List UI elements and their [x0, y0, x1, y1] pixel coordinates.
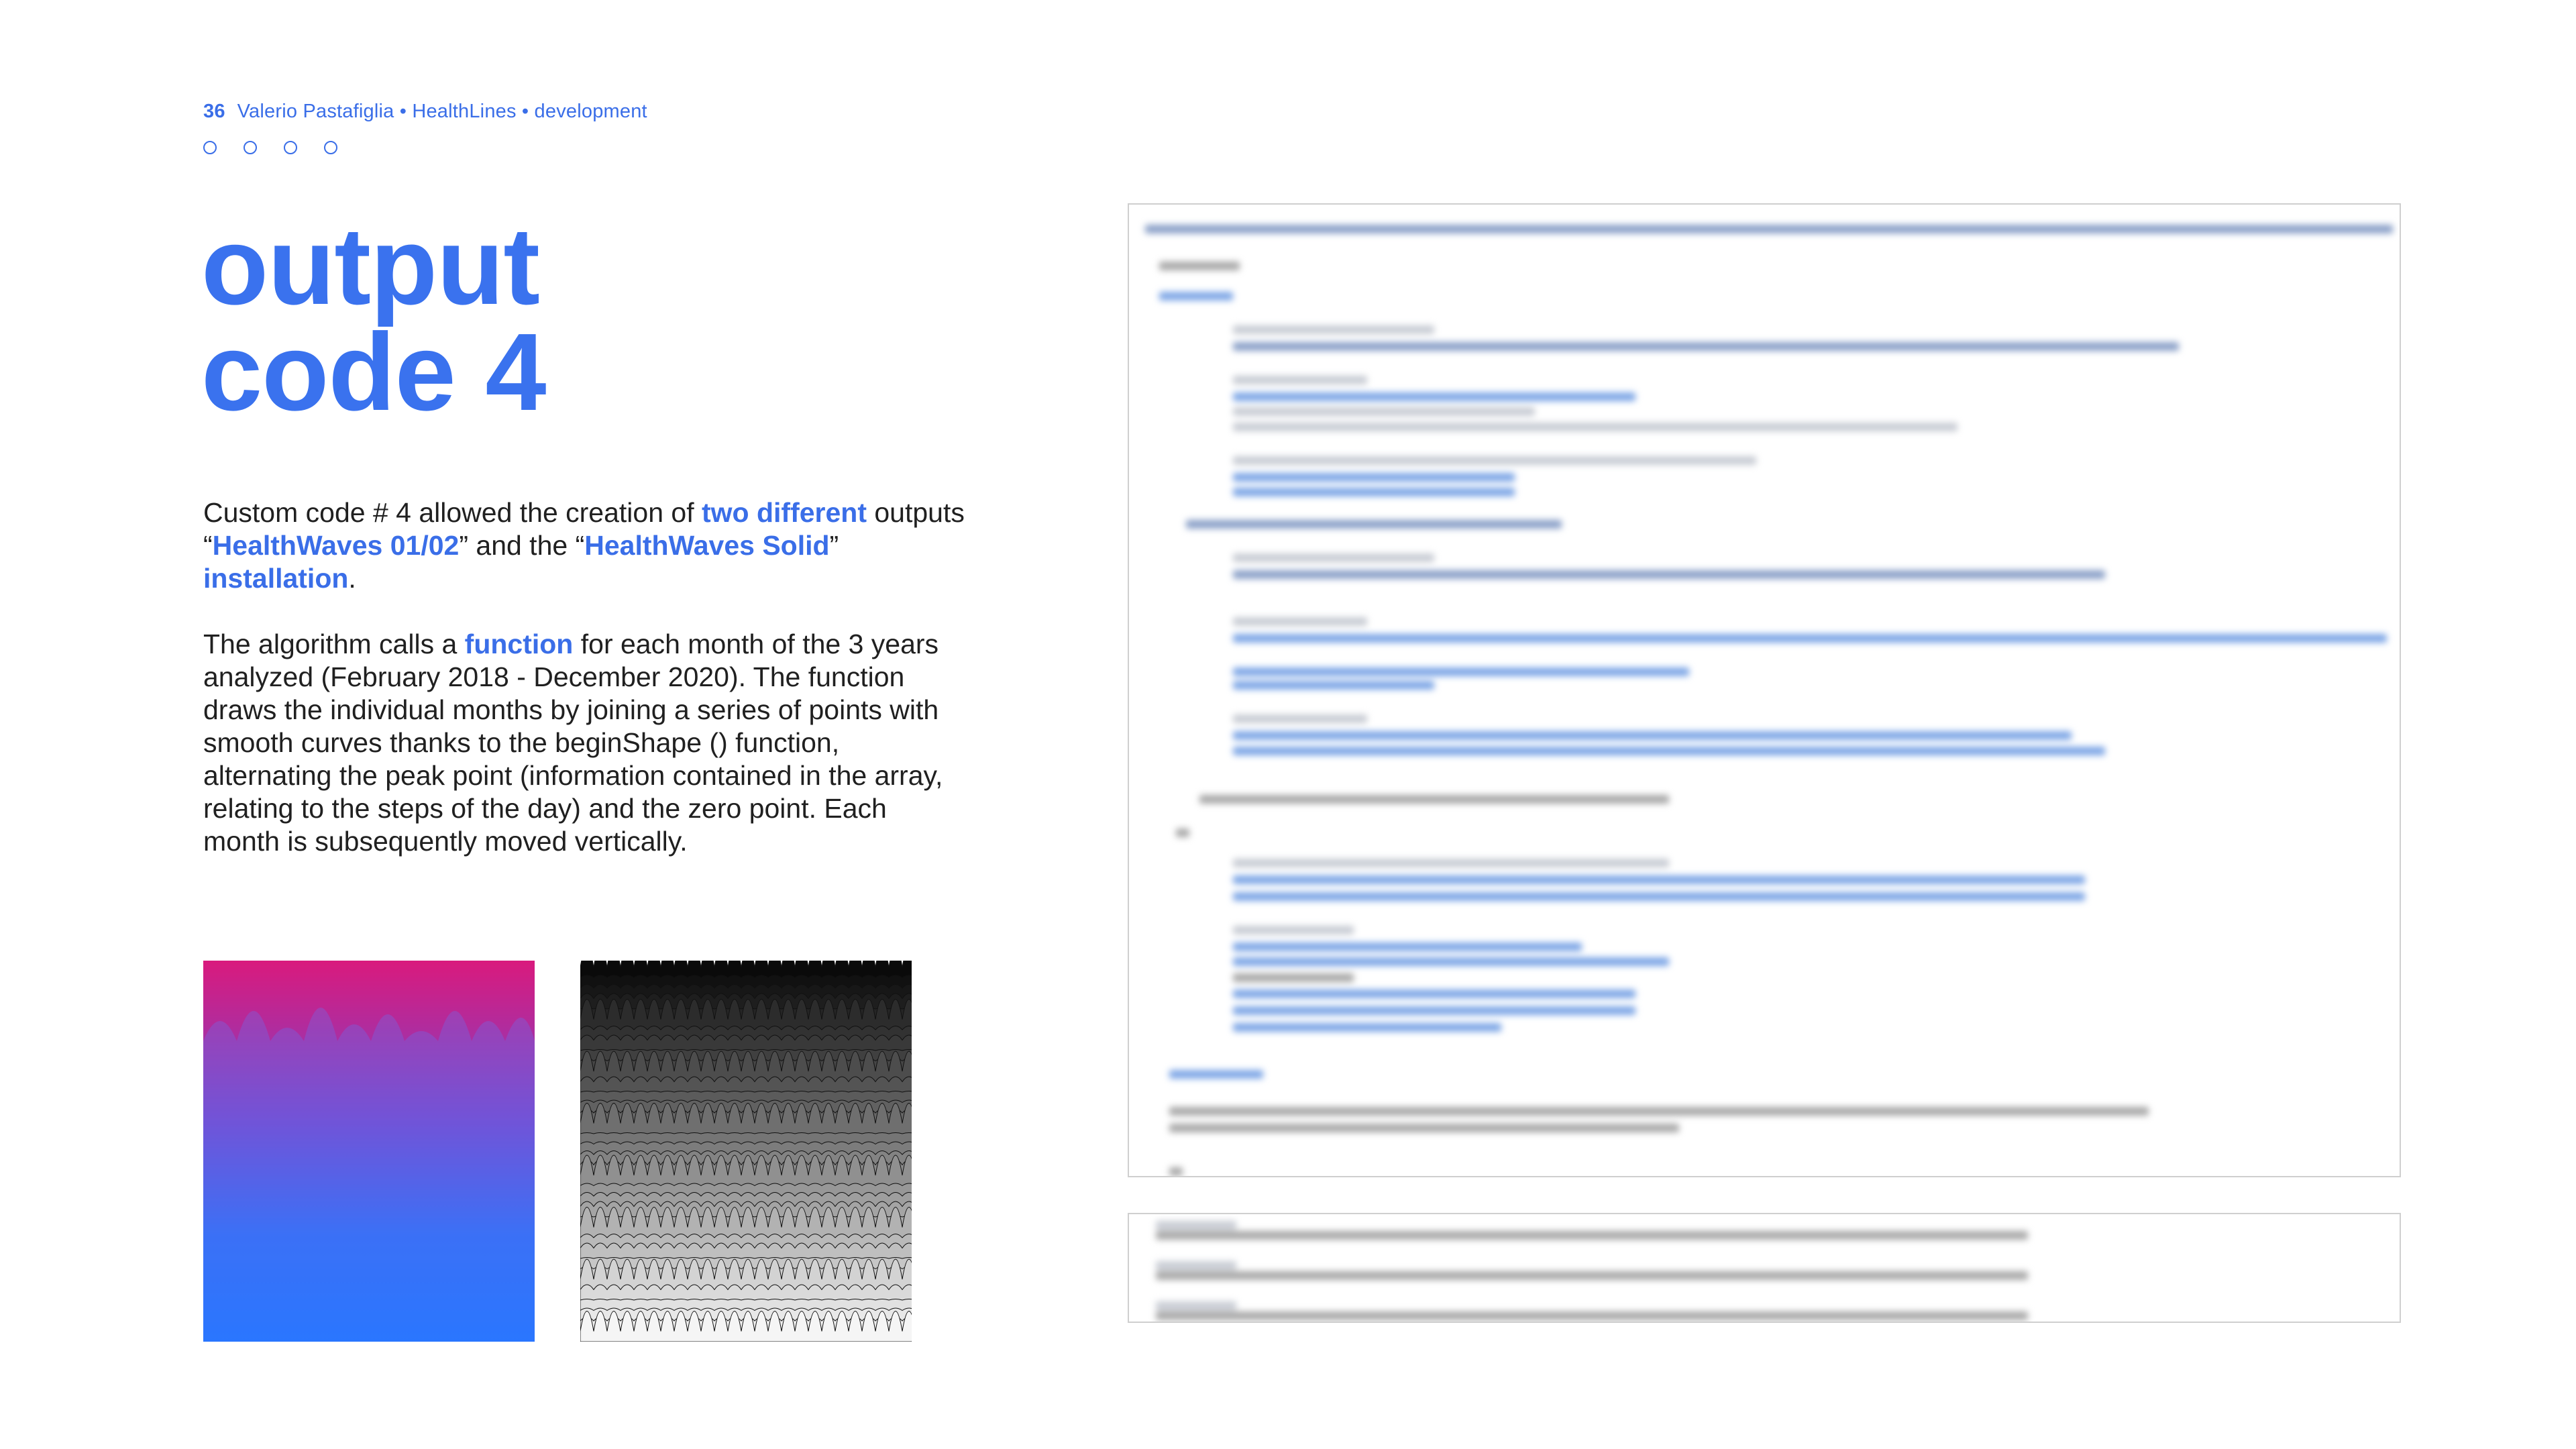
code-line [1156, 1301, 1236, 1310]
blurred-code-calls [1129, 1214, 2400, 1322]
p1-text-1: Custom code # 4 allowed the creation of [203, 497, 702, 528]
code-line [1233, 1023, 1501, 1032]
code-line [1233, 859, 1669, 867]
progress-dots [203, 141, 337, 154]
code-line [1233, 423, 1957, 431]
code-line [1233, 957, 1669, 966]
code-line [1233, 488, 1515, 496]
code-line [1233, 973, 1354, 982]
code-line [1233, 747, 2105, 755]
code-screenshot-calls [1128, 1213, 2401, 1323]
code-line [1169, 1167, 1183, 1176]
code-line [1233, 473, 1515, 482]
breadcrumb: Valerio Pastafiglia • HealthLines • development [237, 101, 647, 122]
p1-text-5: . [348, 563, 356, 594]
title-line-1: output [201, 205, 539, 327]
page-number: 36 [203, 101, 225, 122]
code-line [1233, 553, 1434, 562]
p1-highlight-two-different: two different [702, 497, 867, 528]
p2-text-1: The algorithm calls a [203, 629, 465, 659]
p1-highlight-healthwaves-solid: HealthWaves Solid [584, 530, 830, 561]
code-line [1186, 520, 1562, 529]
code-line [1233, 714, 1367, 723]
p1-highlight-installation: installation [203, 563, 349, 594]
code-line [1233, 456, 1756, 465]
p1-text-2: outputs “ [203, 497, 965, 561]
p1-text-3: ” and the “ [459, 530, 585, 561]
page-header [203, 101, 647, 123]
p2-text-2: for each month of the 3 years analyzed (February 2018 - December 2020). The function draws the individual months by joining a series of points with smooth curves thanks to the beginShape () function, alternating the peak point (information contained in the array, relating to the steps of the day) and the zero point. Each month is subsequently moved vertically. [203, 629, 943, 857]
code-line [1159, 262, 1240, 270]
code-line [1233, 681, 1434, 690]
code-line [1233, 376, 1367, 384]
code-line [1233, 634, 2387, 643]
paragraph-1 [203, 496, 968, 595]
description [203, 496, 968, 891]
code-line [1169, 1070, 1263, 1079]
p2-highlight-function: function [464, 629, 574, 659]
code-line [1233, 667, 1689, 676]
code-line [1156, 1271, 2028, 1280]
code-line [1156, 1311, 2028, 1320]
code-line [1233, 892, 2085, 901]
code-screenshot [1128, 203, 2401, 1177]
code-line [1145, 225, 2393, 233]
code-line [1233, 943, 1582, 951]
code-line [1156, 1231, 2028, 1240]
code-line [1233, 875, 2085, 884]
code-line [1233, 407, 1535, 416]
healthwaves-gradient-artwork [203, 961, 535, 1342]
code-line [1233, 392, 1635, 401]
code-line [1233, 1006, 1635, 1015]
blurred-code [1129, 205, 2400, 1176]
code-line [1176, 828, 1189, 837]
code-line [1156, 1221, 1236, 1230]
healthwaves-grayscale-artwork [580, 961, 912, 1342]
code-line [1199, 795, 1669, 804]
p1-highlight-healthwaves: HealthWaves 01/02 [212, 530, 460, 561]
p1-text-4: ” [829, 530, 839, 561]
dot-3 [284, 141, 297, 154]
title-line-2: code 4 [201, 311, 546, 433]
code-line [1233, 617, 1367, 626]
code-line [1233, 342, 2179, 351]
code-line [1169, 1107, 2149, 1116]
dot-1 [203, 141, 217, 154]
page-title [201, 205, 546, 433]
code-line [1233, 926, 1354, 934]
dot-2 [244, 141, 257, 154]
code-line [1233, 325, 1434, 334]
dot-4 [324, 141, 337, 154]
code-line [1169, 1124, 1679, 1132]
code-line [1156, 1261, 1236, 1270]
paragraph-2 [203, 628, 968, 858]
code-line [1233, 570, 2105, 579]
code-line [1233, 989, 1635, 998]
code-line [1233, 731, 2072, 740]
code-line [1159, 292, 1233, 301]
